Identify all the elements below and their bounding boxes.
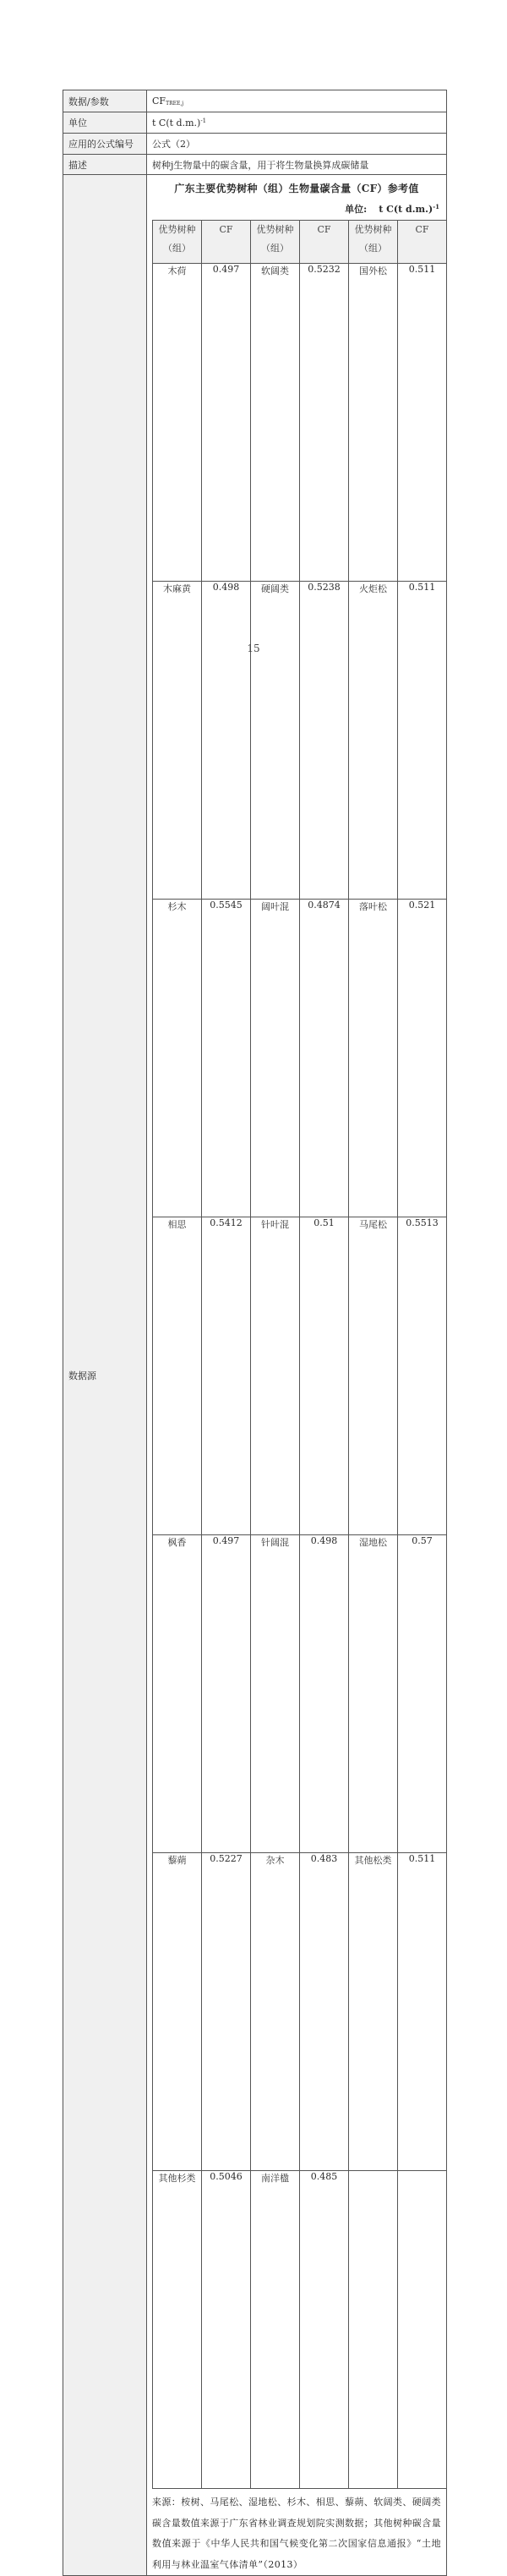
cf-cell: 0.483	[300, 1853, 349, 2171]
cf-cell	[398, 2171, 447, 2489]
cf-cell: 0.497	[202, 264, 251, 582]
table-row	[153, 1217, 447, 1535]
species-cell: 阔叶混	[251, 900, 300, 1217]
cf-cell: 0.5545	[202, 900, 251, 1217]
formula-value: 公式（2）	[147, 134, 447, 155]
row-formula	[63, 134, 447, 155]
cf-cell: 0.5412	[202, 1217, 251, 1535]
species-cell: 枫香	[153, 1535, 202, 1853]
species-cell: 其他松类	[349, 1853, 398, 2171]
row-unit	[63, 112, 447, 134]
cf-cell: 0.57	[398, 1535, 447, 1853]
header-species-3: 优势树种（组）	[349, 221, 398, 264]
species-cell: 软阔类	[251, 264, 300, 582]
header-cf-2: CF	[300, 221, 349, 264]
unit-value-sup: -1	[200, 117, 207, 124]
cf-cell: 0.511	[398, 1853, 447, 2171]
species-cell: 木荷	[153, 264, 202, 582]
species-cell: 针叶混	[251, 1217, 300, 1535]
species-cell: 木麻黄	[153, 582, 202, 900]
cf-cell: 0.511	[398, 264, 447, 582]
cf-cell: 0.498	[300, 1535, 349, 1853]
cf-cell: 0.5238	[300, 582, 349, 900]
table-row	[153, 900, 447, 1217]
cf-cell: 0.497	[202, 1535, 251, 1853]
cf-cell: 0.5232	[300, 264, 349, 582]
param-value	[147, 90, 447, 112]
cf-cell: 0.4874	[300, 900, 349, 1217]
species-cell: 其他杉类	[153, 2171, 202, 2489]
species-cell: 藜蒴	[153, 1853, 202, 2171]
cf-cell: 0.521	[398, 900, 447, 1217]
cf-cell: 0.5227	[202, 1853, 251, 2171]
species-cell: 火炬松	[349, 582, 398, 900]
species-cell: 相思	[153, 1217, 202, 1535]
cf-cell: 0.51	[300, 1217, 349, 1535]
species-cell: 杉木	[153, 900, 202, 1217]
species-cell: 硬阔类	[251, 582, 300, 900]
cf-cell: 0.485	[300, 2171, 349, 2489]
cf-cell: 0.498	[202, 582, 251, 900]
cf-unit-value: t C(t d.m.)	[379, 204, 433, 215]
row-desc	[63, 155, 447, 175]
header-species-2: 优势树种（组）	[251, 221, 300, 264]
cf-unit-label: 单位:	[345, 204, 368, 215]
row-param	[63, 90, 447, 112]
species-cell: 马尾松	[349, 1217, 398, 1535]
header-cf-3: CF	[398, 221, 447, 264]
cf-unit-sup: -1	[433, 203, 439, 211]
species-cell: 落叶松	[349, 900, 398, 1217]
param-value-sub: TREE,j	[166, 101, 184, 107]
desc-label: 描述	[63, 155, 147, 175]
species-cell: 杂木	[251, 1853, 300, 2171]
page-number: 15	[247, 643, 260, 654]
cf-cell: 0.5046	[202, 2171, 251, 2489]
unit-value-main: t C(t d.m.)	[152, 117, 201, 129]
cf-table-header	[153, 221, 447, 264]
species-cell: 湿地松	[349, 1535, 398, 1853]
unit-value	[147, 112, 447, 134]
source-label: 数据源	[63, 175, 147, 2576]
desc-value: 树种j生物量中的碳含量，用于将生物量换算成碳储量	[147, 155, 447, 175]
table-row	[153, 264, 447, 582]
header-cf-1: CF	[202, 221, 251, 264]
source-note: 来源：桉树、马尾松、湿地松、杉木、相思、藜蒴、软阔类、硬阔类碳含量数值来源于广东省林业调查规划院实测数据；其他树种碳含量数值来源于《中华人民共和国气候变化第二次国家信息通报》“土地利用与林业温室气体清单”（2013）	[152, 2497, 441, 2570]
species-cell: 国外松	[349, 264, 398, 582]
species-cell: 针阔混	[251, 1535, 300, 1853]
unit-label: 单位	[63, 112, 147, 134]
table-row	[153, 1535, 447, 1853]
param-value-main: CF	[152, 96, 166, 107]
param-label: 数据/参数	[63, 90, 147, 112]
species-cell: 南洋楹	[251, 2171, 300, 2489]
cf-table-unit	[147, 202, 446, 216]
source-content	[147, 175, 447, 2576]
cf-table-title: 广东主要优势树种（组）生物量碳含量（CF）参考值	[174, 183, 419, 194]
table-row	[153, 582, 447, 900]
header-species-1: 优势树种（组）	[153, 221, 202, 264]
cf-cell: 0.511	[398, 582, 447, 900]
row-source	[63, 175, 447, 2576]
cf-reference-table	[152, 220, 447, 2489]
species-cell	[349, 2171, 398, 2489]
table-row	[153, 2171, 447, 2489]
table-row	[153, 1853, 447, 2171]
formula-label: 应用的公式编号	[63, 134, 147, 155]
cf-cell: 0.5513	[398, 1217, 447, 1535]
parameter-table	[63, 90, 447, 2576]
